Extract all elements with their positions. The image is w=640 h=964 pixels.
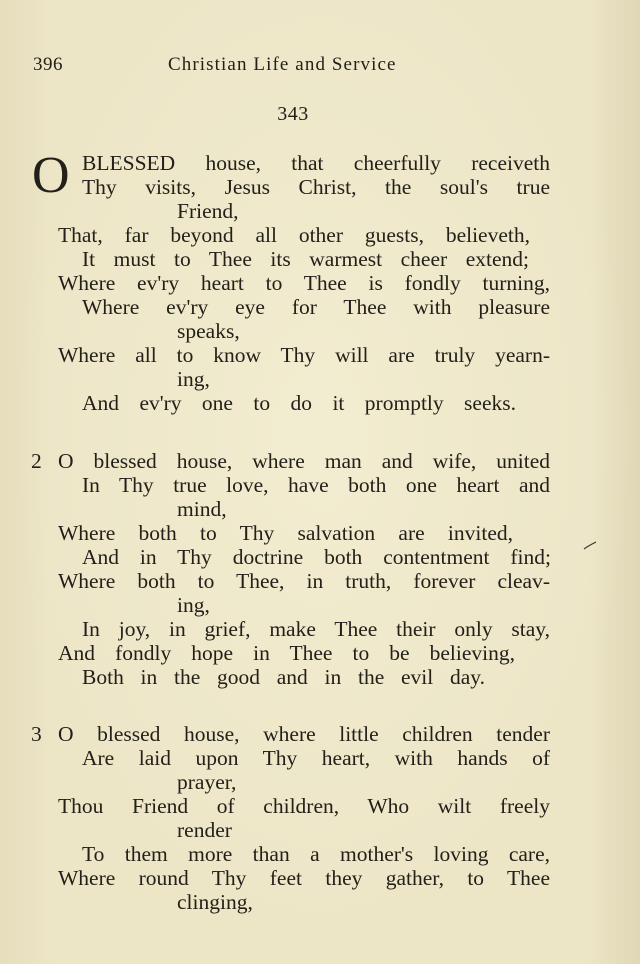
stanza-1-line-2: Thy visits, Jesus Christ, the soul's true	[82, 175, 550, 199]
stanza-3-line-4: Thou Friend of children, Who wilt freely	[58, 794, 550, 818]
stanza-1-line-6: Where ev'ry heart to Thee is fondly turning,	[58, 271, 550, 295]
stanza-2-number: 2	[31, 449, 42, 473]
stanza-3-line-2: Are laid upon Thy heart, with hands of	[82, 746, 550, 770]
stanza-2-line-6: Where both to Thee, in truth, forever cleav-	[58, 569, 550, 593]
stanza-1-line-5: It must to Thee its warmest cheer extend;	[82, 247, 529, 271]
hymn-number: 343	[277, 103, 309, 125]
stanza-1-line-11: And ev'ry one to do it promptly seeks.	[82, 391, 516, 415]
stanza-3-line-3: prayer,	[177, 770, 237, 794]
stanza-3-line-6: To them more than a mother's loving care,	[82, 842, 550, 866]
stanza-2-line-4: Where both to Thy salvation are invited,	[58, 521, 513, 545]
pencil-mark-icon	[583, 541, 597, 550]
stanza-1-line-8: speaks,	[177, 319, 240, 343]
stanza-1-line-3: Friend,	[177, 199, 239, 223]
stanza-2-line-9: And fondly hope in Thee to be believing,	[58, 641, 515, 665]
stanza-3-line-1: O blessed house, where little children tender	[58, 722, 550, 746]
stanza-1-line-9: Where all to know Thy will are truly yearn-	[58, 343, 550, 367]
stanza-1-line-1: BLESSED house, that cheerfully receiveth	[82, 151, 550, 175]
stanza-3-number: 3	[31, 722, 42, 746]
stanza-1-line-7: Where ev'ry eye for Thee with pleasure	[82, 295, 550, 319]
drop-cap: O	[32, 147, 70, 204]
stanza-3-line-7: Where round Thy feet they gather, to Thee	[58, 866, 550, 890]
running-head: Christian Life and Service	[168, 54, 397, 75]
stanza-2-line-1: O blessed house, where man and wife, united	[58, 449, 550, 473]
stanza-2-line-8: In joy, in grief, make Thee their only stay,	[82, 617, 550, 641]
stanza-2-line-7: ing,	[177, 593, 210, 617]
stanza-3-line-5: render	[177, 818, 232, 842]
stanza-2-line-3: mind,	[177, 497, 227, 521]
stanza-3-line-8: clinging,	[177, 890, 253, 914]
stanza-1-line-4: That, far beyond all other guests, believeth,	[58, 223, 530, 247]
stanza-2-line-10: Both in the good and in the evil day.	[82, 665, 485, 689]
stanza-2-line-2: In Thy true love, have both one heart and	[82, 473, 550, 497]
page-number: 396	[33, 54, 63, 75]
stanza-1-line-10: ing,	[177, 367, 210, 391]
stanza-2-line-5: And in Thy doctrine both contentment find;	[82, 545, 551, 569]
